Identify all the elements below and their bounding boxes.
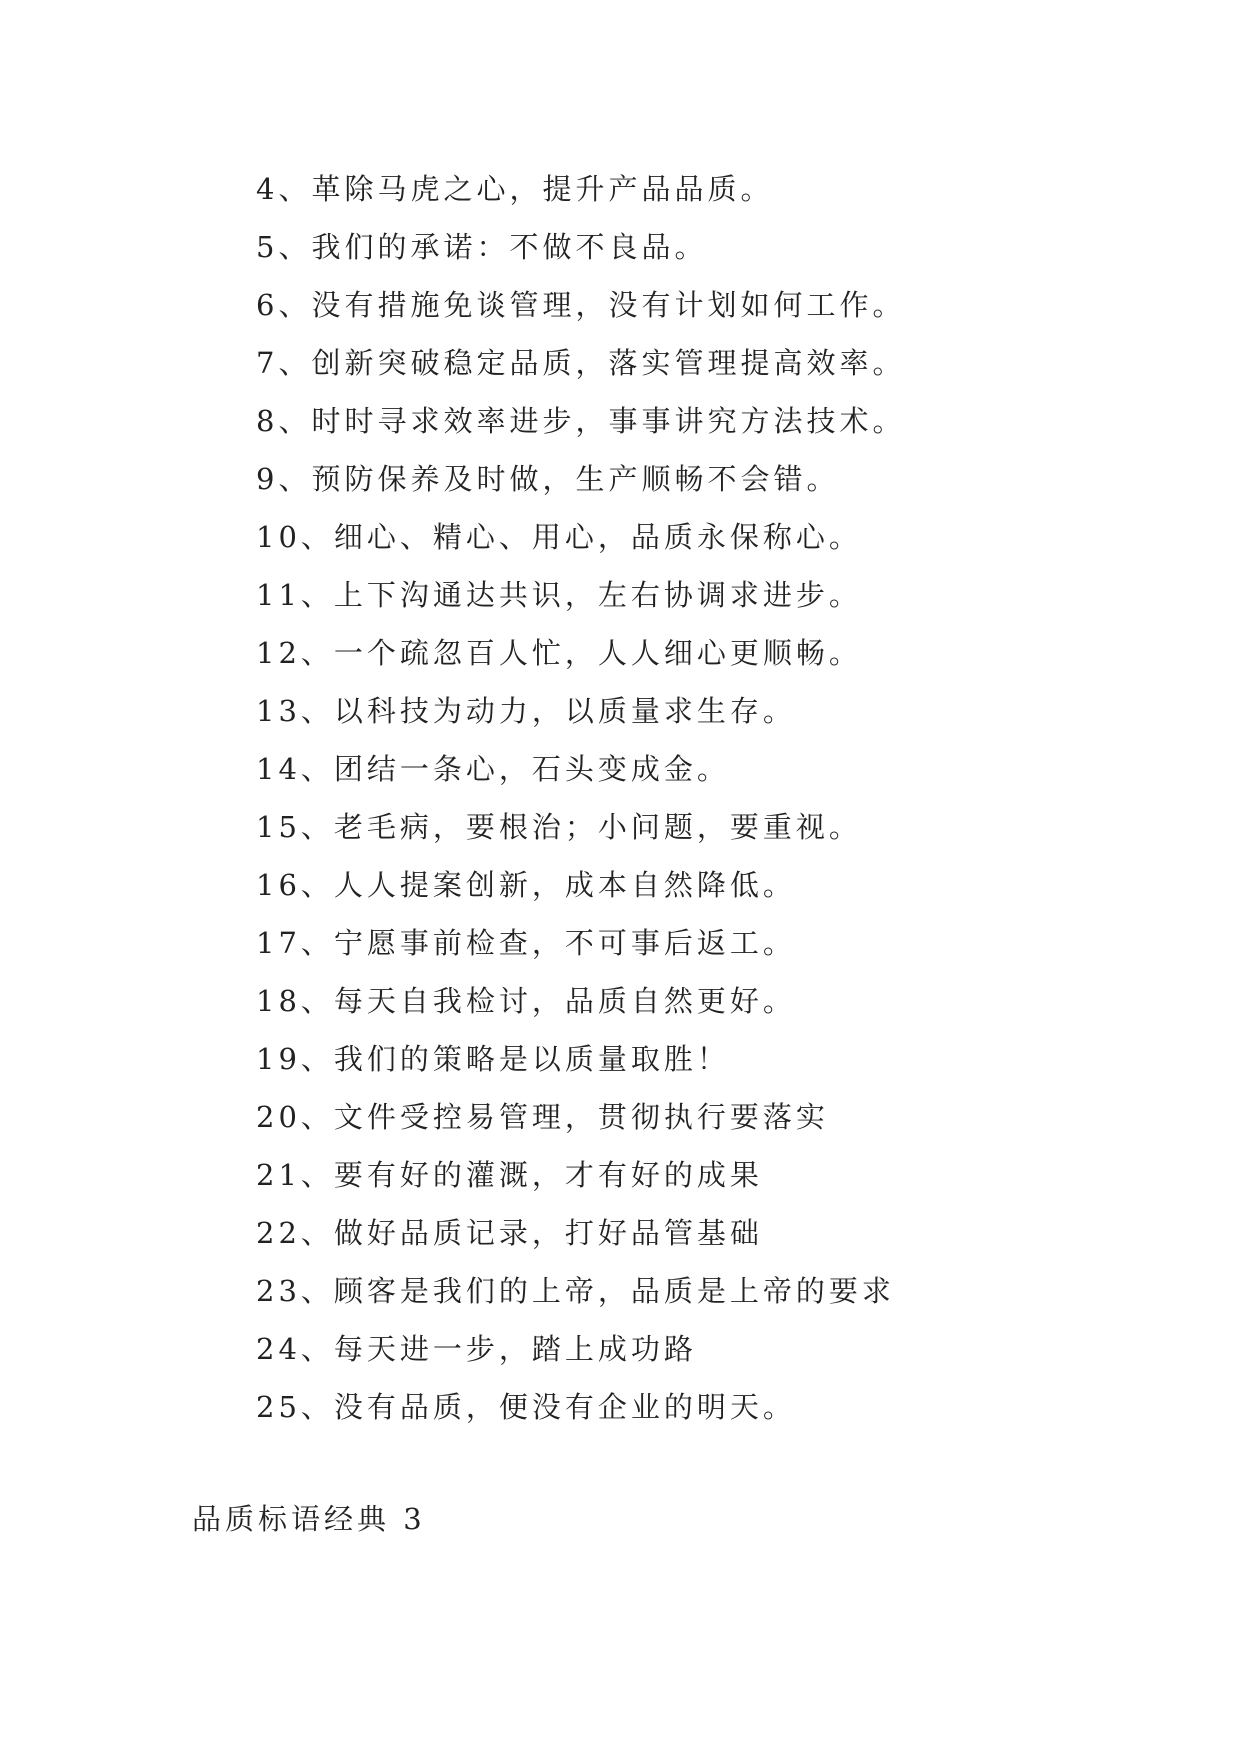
slogan-item-22: 22、做好品质记录，打好品管基础 <box>256 1216 763 1250</box>
slogan-item-6: 6、没有措施免谈管理，没有计划如何工作。 <box>256 288 906 322</box>
slogan-item-19: 19、我们的策略是以质量取胜！ <box>256 1042 730 1076</box>
slogan-item-23: 23、顾客是我们的上帝，品质是上帝的要求 <box>256 1274 895 1308</box>
section-heading: 品质标语经典 3 <box>192 1502 426 1536</box>
slogan-item-20: 20、文件受控易管理，贯彻执行要落实 <box>256 1100 829 1134</box>
slogan-item-24: 24、每天进一步，踏上成功路 <box>256 1332 697 1366</box>
slogan-item-16: 16、人人提案创新，成本自然降低。 <box>256 868 796 902</box>
slogan-item-8: 8、时时寻求效率进步，事事讲究方法技术。 <box>256 404 906 438</box>
slogan-list <box>256 160 905 1436</box>
slogan-item-14: 14、团结一条心，石头变成金。 <box>256 752 730 786</box>
slogan-item-17: 17、宁愿事前检查，不可事后返工。 <box>256 926 796 960</box>
slogan-item-15: 15、老毛病，要根治；小问题，要重视。 <box>256 810 862 844</box>
slogan-item-25: 25、没有品质，便没有企业的明天。 <box>256 1390 796 1424</box>
slogan-item-7: 7、创新突破稳定品质，落实管理提高效率。 <box>256 346 906 380</box>
slogan-item-5: 5、我们的承诺：不做不良品。 <box>256 230 708 264</box>
slogan-item-9: 9、预防保养及时做，生产顺畅不会错。 <box>256 462 840 496</box>
slogan-item-4: 4、革除马虎之心，提升产品品质。 <box>256 172 774 206</box>
slogan-item-13: 13、以科技为动力，以质量求生存。 <box>256 694 796 728</box>
slogan-item-21: 21、要有好的灌溉，才有好的成果 <box>256 1158 763 1192</box>
slogan-item-11: 11、上下沟通达共识，左右协调求进步。 <box>256 578 862 612</box>
slogan-item-12: 12、一个疏忽百人忙，人人细心更顺畅。 <box>256 636 862 670</box>
slogan-item-18: 18、每天自我检讨，品质自然更好。 <box>256 984 796 1018</box>
slogan-item-10: 10、细心、精心、用心，品质永保称心。 <box>256 520 862 554</box>
